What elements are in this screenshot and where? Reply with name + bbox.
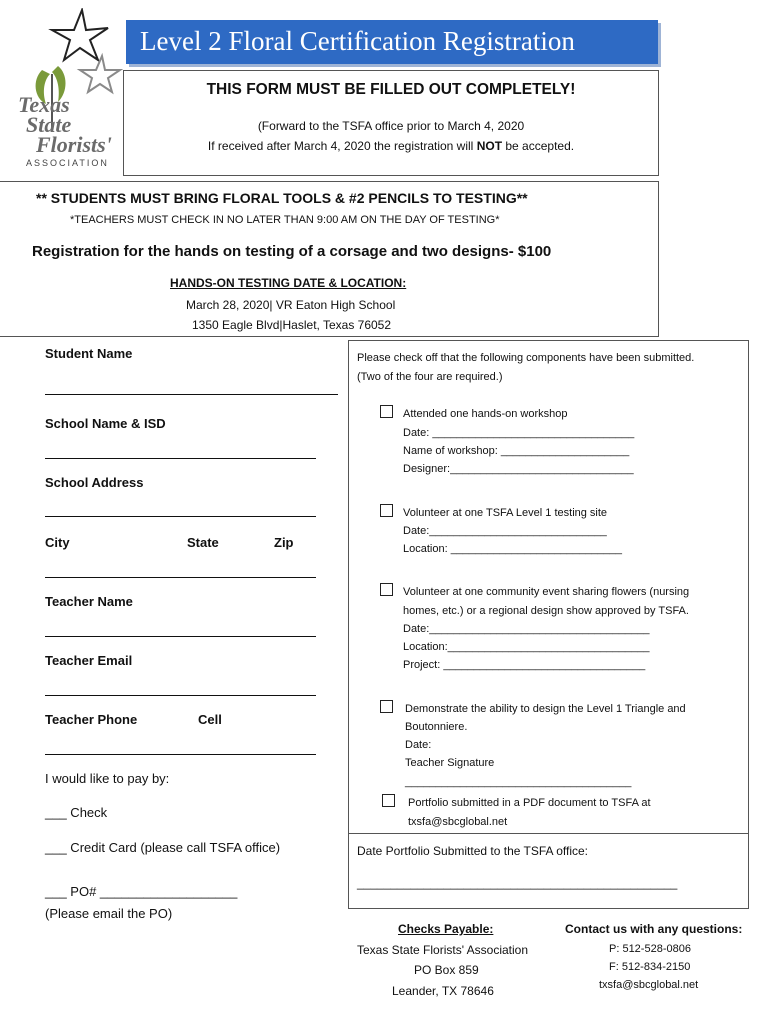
portfolio-date-label: Date Portfolio Submitted to the TSFA office: xyxy=(357,844,589,858)
community-event-checkbox[interactable] xyxy=(380,583,393,596)
workshop-date[interactable]: Date: _________________________________ xyxy=(403,427,635,439)
school-name-field[interactable] xyxy=(45,458,316,459)
components-intro: Please check off that the following components have been submitted. xyxy=(357,352,695,364)
contact-heading: Contact us with any questions: xyxy=(565,922,743,936)
components-requirement: (Two of the four are required.) xyxy=(357,371,503,383)
community-event-location[interactable]: Location:_________________________________ xyxy=(403,641,650,653)
volunteer-testing-date[interactable]: Date:_____________________________ xyxy=(403,525,607,537)
payment-credit-option[interactable]: ___ Credit Card (please call TSFA office) xyxy=(45,840,281,855)
community-event-project[interactable]: Project: _________________________________ xyxy=(403,659,646,671)
city-label: City xyxy=(45,535,70,550)
demonstrate-date[interactable]: Date: xyxy=(405,739,432,751)
volunteer-testing-location[interactable]: Location: ____________________________ xyxy=(403,543,622,555)
state-label: State xyxy=(187,535,219,550)
logo-association: ASSOCIATION xyxy=(26,158,109,168)
notice-box xyxy=(123,70,659,176)
city-state-zip-field[interactable] xyxy=(45,577,316,578)
demonstrate-title-1: Demonstrate the ability to design the Level 1 Triangle and xyxy=(405,703,686,715)
location-address: 1350 Eagle Blvd|Haslet, Texas 76052 xyxy=(192,318,392,332)
payment-po-option[interactable]: ___ PO# ___________________ xyxy=(45,884,238,899)
location-date: March 28, 2020| VR Eaton High School xyxy=(186,298,396,312)
zip-label: Zip xyxy=(274,535,294,550)
notice-line-forward: (Forward to the TSFA office prior to March 4, 2020 xyxy=(257,119,525,133)
teacher-name-field[interactable] xyxy=(45,636,316,637)
teacher-phone-label: Teacher Phone xyxy=(45,712,138,727)
teacher-email-label: Teacher Email xyxy=(45,653,133,668)
page-title: Level 2 Floral Certification Registration xyxy=(140,26,575,56)
school-name-label: School Name & ISD xyxy=(45,416,166,431)
contact-phone: P: 512-528-0806 xyxy=(609,943,691,955)
demonstrate-checkbox[interactable] xyxy=(380,700,393,713)
school-address-field[interactable] xyxy=(45,516,316,517)
tsfa-logo xyxy=(12,8,130,168)
portfolio-checkbox[interactable] xyxy=(382,794,395,807)
cell-label: Cell xyxy=(198,712,222,727)
payment-po-note: (Please email the PO) xyxy=(45,906,173,921)
checks-payee: Texas State Florists' Association xyxy=(357,943,529,957)
student-name-field[interactable] xyxy=(45,394,338,395)
logo-word-florists: Florists' xyxy=(36,132,112,157)
workshop-designer[interactable]: Designer:______________________________ xyxy=(403,463,634,475)
location-heading: HANDS-ON TESTING DATE & LOCATION: xyxy=(170,276,407,290)
demonstrate-title-2: Boutonniere. xyxy=(405,721,468,733)
school-address-label: School Address xyxy=(45,475,144,490)
title-bar xyxy=(126,20,658,64)
payment-prompt: I would like to pay by: xyxy=(45,771,170,786)
portfolio-date-field[interactable]: ________________________________________________ xyxy=(357,876,678,890)
portfolio-title: Portfolio submitted in a PDF document to TSFA at xyxy=(408,797,651,809)
notice-headline: THIS FORM MUST BE FILLED OUT COMPLETELY! xyxy=(206,81,576,98)
checks-payable-heading: Checks Payable: xyxy=(398,922,494,936)
contact-email[interactable]: txsfa@sbcglobal.net xyxy=(599,979,699,991)
student-name-label: Student Name xyxy=(45,346,133,361)
teacher-name-label: Teacher Name xyxy=(45,594,133,609)
workshop-checkbox[interactable] xyxy=(380,405,393,418)
portfolio-email: txsfa@sbcglobal.net xyxy=(408,816,508,828)
registration-fee: Registration for the hands on testing of a corsage and two designs- $100 xyxy=(32,243,552,260)
testing-info-box xyxy=(0,181,659,337)
workshop-title: Attended one hands-on workshop xyxy=(403,408,568,420)
community-event-date[interactable]: Date:____________________________________ xyxy=(403,623,650,635)
teacher-signature-label: Teacher Signature xyxy=(405,757,495,769)
tools-notice: ** STUDENTS MUST BRING FLORAL TOOLS & #2 PENCILS TO TESTING** xyxy=(36,190,528,206)
checks-city: Leander, TX 78646 xyxy=(392,984,494,998)
logo-word-texas: Texas xyxy=(18,92,70,117)
logo-word-state: State xyxy=(26,112,72,137)
checks-po-box: PO Box 859 xyxy=(414,963,479,977)
workshop-name[interactable]: Name of workshop: _____________________ xyxy=(403,445,630,457)
community-event-title-2: homes, etc.) or a regional design show approved by TSFA. xyxy=(403,605,689,617)
teacher-checkin-notice: *TEACHERS MUST CHECK IN NO LATER THAN 9:00 AM ON THE DAY OF TESTING* xyxy=(70,214,500,226)
community-event-title-1: Volunteer at one community event sharing flowers (nursing xyxy=(403,586,690,598)
payment-check-option[interactable]: ___ Check xyxy=(45,805,108,820)
notice-line-deadline: If received after March 4, 2020 the registration will NOT be accepted. xyxy=(207,139,575,153)
volunteer-testing-checkbox[interactable] xyxy=(380,504,393,517)
contact-fax: F: 512-834-2150 xyxy=(609,961,691,973)
teacher-phone-field[interactable] xyxy=(45,754,316,755)
teacher-signature-field[interactable]: _____________________________________ xyxy=(405,776,632,788)
volunteer-testing-title: Volunteer at one TSFA Level 1 testing site xyxy=(403,507,608,519)
teacher-email-field[interactable] xyxy=(45,695,316,696)
